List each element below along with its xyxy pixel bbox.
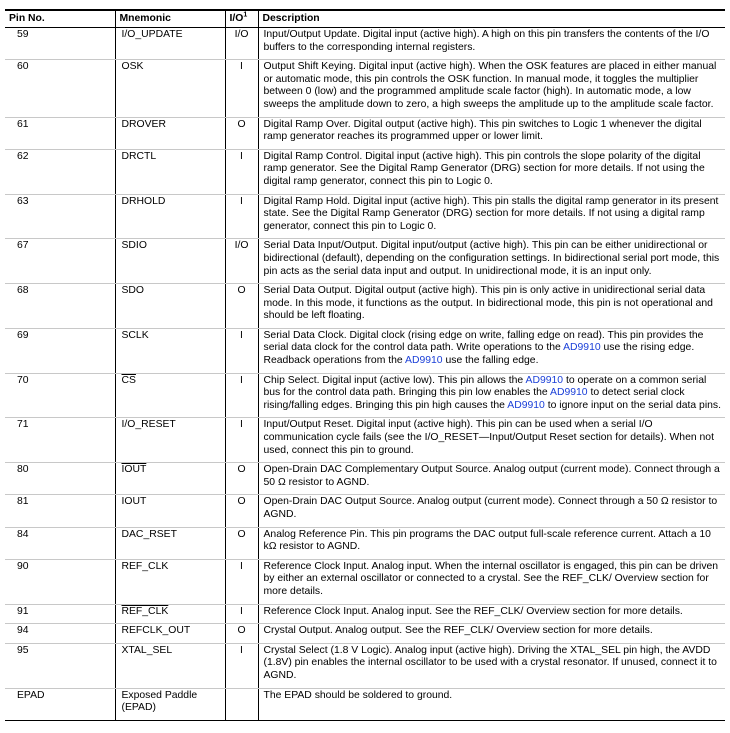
description: Crystal Output. Analog output. See the REF_CLK/ Overview section for more details. [258,624,725,644]
mnemonic-overbar [115,373,225,418]
table-row [5,28,725,60]
description: Open-Drain DAC Output Source. Analog output (current mode). Connect through a 50 Ω resistor to AGND. [258,495,725,527]
io-type: I [225,604,258,624]
io-type: I [225,559,258,604]
table-row [5,149,725,194]
mnemonic: DAC_RSET [115,527,225,559]
mnemonic: IOUT [121,464,147,476]
pin-number: 68 [5,284,115,329]
description: Crystal Select (1.8 V Logic). Analog input (active high). Driving the XTAL_SEL pin high, the AVDD (1.8V) pin enables the internal oscillator to be used with a crystal resonator. If unused, connect it to AGND. [258,643,725,688]
pin-number: 70 [5,373,115,418]
description: Open-Drain DAC Complementary Output Source. Analog output (current mode). Connect through a 50 Ω resistor to AGND. [258,463,725,495]
pin-number: 62 [5,149,115,194]
header-io-footnote: 1 [243,11,248,19]
description-text: Chip Select. Digital input (active low). This pin allows the [263,374,526,386]
mnemonic: Exposed Paddle (EPAD) [115,688,225,720]
io-type: O [225,117,258,149]
table-row [5,688,725,720]
table-row [5,624,725,644]
description: Digital Ramp Hold. Digital input (active high). This pin stalls the digital ramp generator in its present state. See the Digital Ramp Generator (DRG) section for more details. If not using a digital ramp generator, connect this pin to Logic 0. [258,194,725,239]
description: Input/Output Update. Digital input (active high). A high on this pin transfers the contents of the I/O buffers to the corresponding internal registers. [258,28,725,60]
io-type: I/O [225,239,258,284]
io-type [225,688,258,720]
table-header [5,10,725,28]
table-row [5,60,725,117]
mnemonic: IOUT [115,495,225,527]
table-row [5,463,725,495]
pin-number: 61 [5,117,115,149]
description-text: to operate on a common serial bus for the control data path. Bringing this pin low enables the [263,374,707,399]
description: Input/Output Reset. Digital input (active high). This pin can be used when a serial I/O communication cycle fails (see the I/O_RESET—Input/Output Reset section for details). When not used, connect this pin to ground. [258,418,725,463]
description-text: use the rising edge. Readback operations from the [263,342,695,367]
table-row [5,495,725,527]
description: Serial Data Input/Output. Digital input/output (active high). This pin can be either unidirectional or bidirectional (default), depending on the configuration settings. In bidirectional serial port mode, this pin acts as the serial data input and output. In unidirectional mode, it is an input only. [258,239,725,284]
pin-number: 71 [5,418,115,463]
ad9910-link[interactable]: AD9910 [525,374,564,386]
io-type: O [225,495,258,527]
table-row [5,527,725,559]
table-row [5,194,725,239]
mnemonic: SDIO [115,239,225,284]
description: The EPAD should be soldered to ground. [258,688,725,720]
mnemonic: $\overline{CS}$ [121,374,136,386]
description-text: use the falling edge. [442,355,539,367]
header-pin-no: Pin No. [5,10,115,28]
table-row [5,418,725,463]
mnemonic: XTAL_SEL [115,643,225,688]
pin-number: 67 [5,239,115,284]
ad9910-link[interactable]: AD9910 [507,399,545,411]
pin-number: 84 [5,527,115,559]
table-row [5,604,725,624]
mnemonic: DROVER [115,117,225,149]
mnemonic: REF_CLK [115,559,225,604]
mnemonic: SDO [115,284,225,329]
mnemonic: SCLK [115,328,225,373]
mnemonic-overbar [115,604,225,624]
description: Reference Clock Input. Analog input. See the REF_CLK/ Overview section for more details. [258,604,725,624]
description [258,328,725,373]
description: Output Shift Keying. Digital input (active high). When the OSK features are placed in either manual or automatic mode, this pin controls the OSK function. In manual mode, it toggles the multiplier between 0 (low) and the programmed amplitude scale factor (high). In automatic mode, a low sweeps the amplitude down to zero, a high sweeps the amplitude up to the amplitude scale factor. [258,60,725,117]
description: Analog Reference Pin. This pin programs the DAC output full-scale reference current. Attach a 10 kΩ resistor to AGND. [258,527,725,559]
mnemonic: REFCLK_OUT [115,624,225,644]
pin-number: 94 [5,624,115,644]
table-row [5,328,725,373]
mnemonic: DRHOLD [115,194,225,239]
header-io [225,10,258,28]
mnemonic-overbar [115,463,225,495]
ad9910-link[interactable]: AD9910 [563,342,601,354]
pin-number: 63 [5,194,115,239]
io-type: I [225,418,258,463]
io-type: I [225,60,258,117]
header-mnemonic: Mnemonic [115,10,225,28]
io-type: I [225,373,258,418]
description-text: to detect serial clock rising/falling edges. Bringing this pin high causes the [263,387,685,411]
description: Serial Data Output. Digital output (active high). This pin is only active in unidirectional serial data mode. In this mode, it functions as the output. In bidirectional mode, this pin is not operational and should be left floating. [258,284,725,329]
mnemonic: I/O_RESET [115,418,225,463]
ad9910-link[interactable]: AD9910 [550,387,588,399]
pin-number: 59 [5,28,115,60]
pin-number: 90 [5,559,115,604]
io-type: O [225,624,258,644]
ad9910-link[interactable]: AD9910 [405,355,443,367]
mnemonic: I/O_UPDATE [115,28,225,60]
pin-number: 60 [5,60,115,117]
description-text: Serial Data Clock. Digital clock (rising edge on write, falling edge on read). This pin provides the serial data clock for the control data path. Write operations to the [263,329,704,354]
table-row [5,284,725,329]
pin-number: 69 [5,328,115,373]
pin-number: 91 [5,604,115,624]
pin-function-table [5,9,725,721]
io-type: O [225,527,258,559]
table-row [5,559,725,604]
mnemonic: REF_CLK [121,605,169,617]
io-type: I/O [225,28,258,60]
description: Digital Ramp Control. Digital input (active high). This pin controls the slope polarity of the digital ramp generator. See the Digital Ramp Generator (DRG) section for more details. If not using the digital ramp generator, connect this pin to Logic 0. [258,149,725,194]
header-description: Description [258,10,725,28]
description: Reference Clock Input. Analog input. When the internal oscillator is engaged, this pin can be driven by either an external oscillator or connected to a crystal. See the REF_CLK/ Overview section for more details. [258,559,725,604]
io-type: I [225,149,258,194]
pin-number: 95 [5,643,115,688]
table-row [5,117,725,149]
io-type: I [225,643,258,688]
header-io-label: I/O [229,13,244,24]
description: Digital Ramp Over. Digital output (active high). This pin switches to Logic 1 whenever the digital ramp generator reaches its programmed upper or lower limit. [258,117,725,149]
io-type: O [225,284,258,329]
description [258,373,725,418]
table-row [5,239,725,284]
pin-number: EPAD [5,688,115,720]
table-row [5,643,725,688]
pin-number: 81 [5,495,115,527]
description-text: to ignore input on the serial data pins. [544,399,722,411]
io-type: O [225,463,258,495]
mnemonic: OSK [115,60,225,117]
io-type: I [225,194,258,239]
pin-number: 80 [5,463,115,495]
table-row [5,373,725,418]
io-type: I [225,328,258,373]
mnemonic: DRCTL [115,149,225,194]
